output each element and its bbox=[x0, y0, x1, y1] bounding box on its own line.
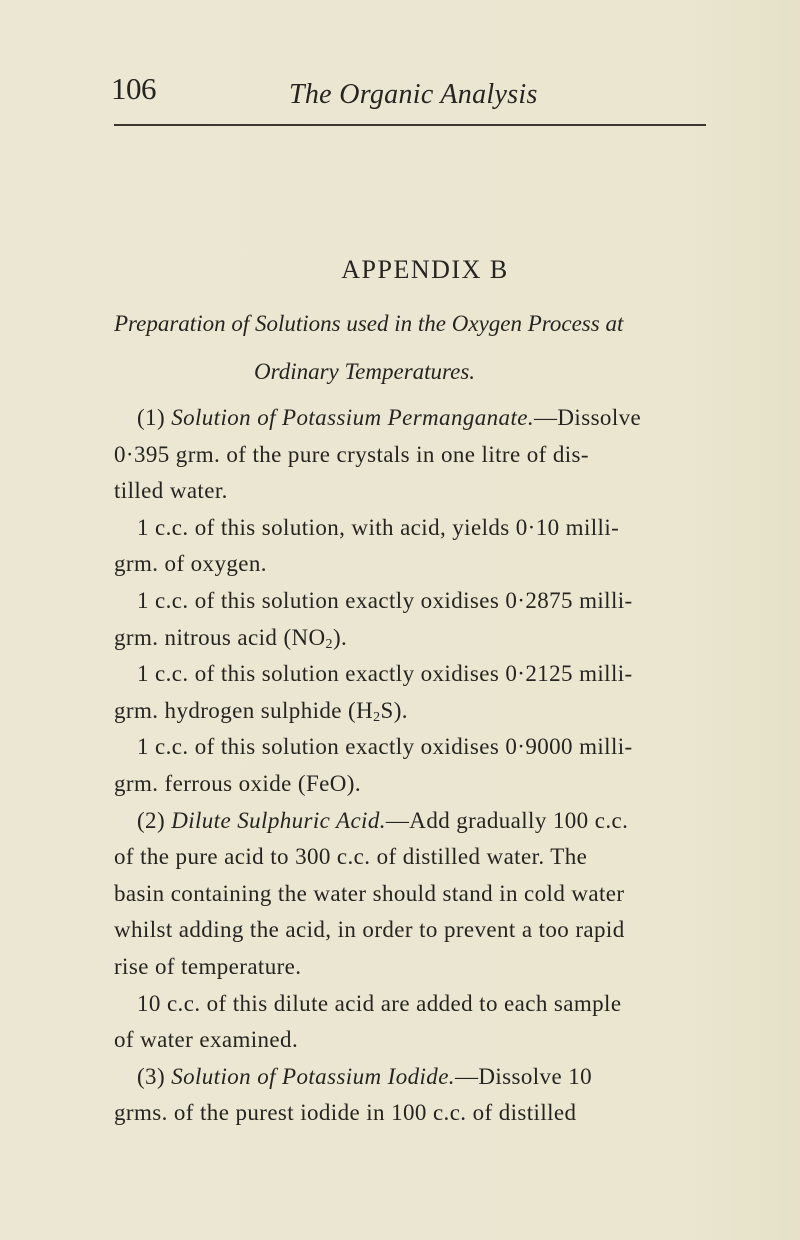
section-2-line-7: of water examined. bbox=[114, 1027, 299, 1053]
section-2-line-5: rise of temperature. bbox=[114, 953, 302, 979]
section-1-number: (1) bbox=[137, 405, 166, 430]
section-3-heading: Solution of Potassium Iodide. bbox=[171, 1063, 455, 1089]
section-1-line-4: 1 c.c. of this solution, with acid, yields 0·10 milli- bbox=[137, 514, 620, 540]
section-1-line-2: 0·395 grm. of the pure crystals in one litre of dis- bbox=[114, 441, 589, 467]
section-3-line-2: grms. of the purest iodide in 100 c.c. of distilled bbox=[114, 1100, 577, 1126]
section-1-line-8: 1 c.c. of this solution exactly oxidises 0·2125 milli- bbox=[137, 661, 633, 687]
section-2-heading: Dilute Sulphuric Acid. bbox=[171, 807, 386, 833]
section-1-line-5: grm. of oxygen. bbox=[114, 551, 267, 577]
section-1-line-10: 1 c.c. of this solution exactly oxidises 0·9000 milli- bbox=[137, 734, 633, 760]
section-1-line-9: grm. hydrogen sulphide $(H_2S)$. bbox=[114, 697, 408, 725]
section-2-line-6: 10 c.c. of this dilute acid are added to each sample bbox=[137, 990, 622, 1016]
section-1-line-11: grm. ferrous oxide (FeO). bbox=[114, 770, 361, 796]
running-head: The Organic Analysis bbox=[289, 79, 538, 110]
header-rule bbox=[114, 124, 706, 126]
appendix-subtitle-line-1: Preparation of Solutions used in the Oxygen Process at bbox=[114, 311, 624, 336]
section-2-line-3: basin containing the water should stand in cold water bbox=[114, 880, 625, 906]
section-2-line-2: of the pure acid to 300 c.c. of distilled water. The bbox=[114, 844, 588, 870]
section-1-line-3: tilled water. bbox=[114, 478, 228, 504]
page-number: 106 bbox=[111, 71, 156, 106]
body-text bbox=[114, 400, 714, 1132]
section-2-line-4: whilst adding the acid, in order to prevent a too rapid bbox=[114, 917, 625, 943]
appendix-title: APPENDIX B bbox=[341, 255, 509, 284]
section-2-line-1: (2) Dilute Sulphuric Acid.—Add gradually 100 c.c. bbox=[137, 807, 629, 833]
appendix-subtitle-line-2: Ordinary Temperatures. bbox=[254, 359, 476, 384]
section-1-line-7: grm. nitrous acid $(NO_2)$. bbox=[114, 624, 348, 652]
section-3-line-1: (3) Solution of Potassium Iodide.—Dissolve 10 bbox=[137, 1063, 593, 1089]
section-1-line-6: 1 c.c. of this solution exactly oxidises 0·2875 milli- bbox=[137, 587, 633, 613]
section-3-number: (3) bbox=[137, 1063, 166, 1089]
section-2-number: (2) bbox=[137, 807, 166, 833]
section-1-line-1: (1) Solution of Potassium Permanganate.—Dissolve bbox=[137, 405, 642, 430]
section-1-heading: Solution of Potassium Permanganate. bbox=[171, 405, 535, 430]
